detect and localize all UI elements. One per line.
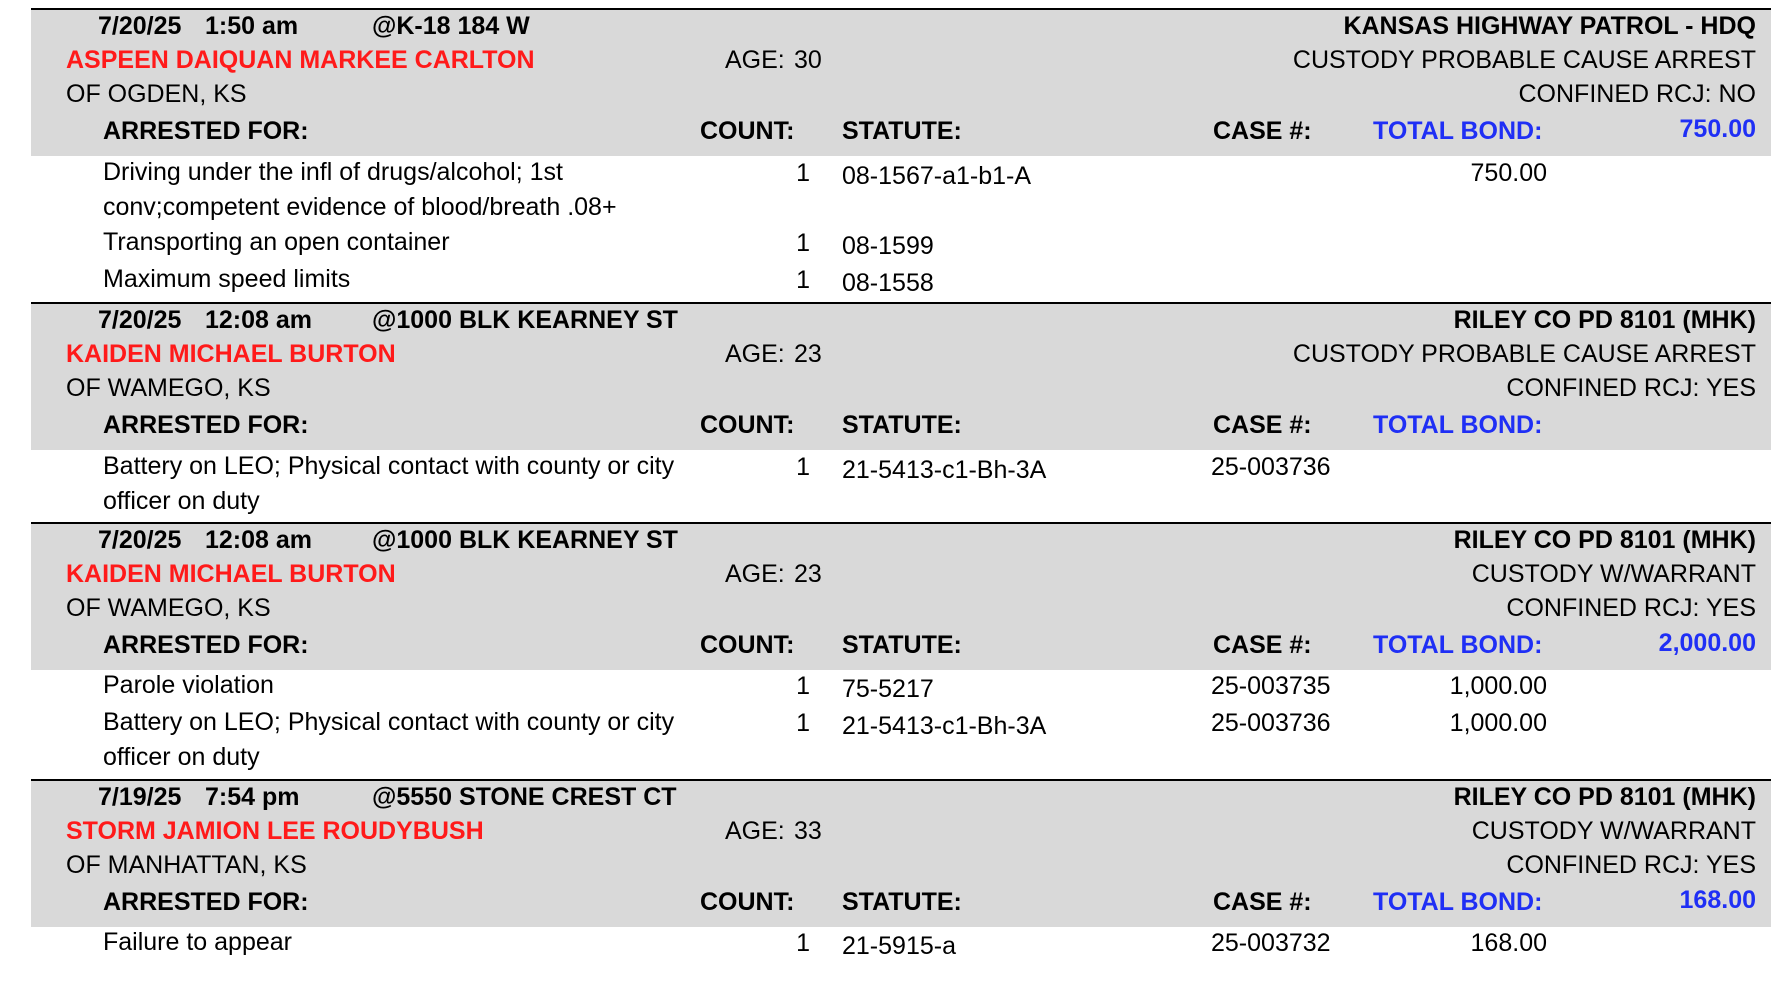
total-bond-value: 750.00 <box>1679 115 1756 143</box>
age-value: 23 <box>794 340 822 368</box>
charge-count: 1 <box>796 709 810 737</box>
case-number-label: CASE #: <box>1213 631 1312 659</box>
arrestee-hometown: OF MANHATTAN, KS <box>66 851 307 879</box>
charge-case-number: 25-003736 <box>1211 453 1331 481</box>
arrested-for-label: ARRESTED FOR: <box>103 411 309 439</box>
count-label: COUNT: <box>700 117 795 145</box>
charge-statute: 21-5413-c1-Bh-3A <box>842 712 1047 740</box>
arrest-type: CUSTODY W/WARRANT <box>1471 560 1756 588</box>
statute-label: STATUTE: <box>842 631 962 659</box>
age-label: AGE: <box>725 46 785 74</box>
arrestee-hometown: OF WAMEGO, KS <box>66 374 271 402</box>
age-value: 33 <box>794 817 822 845</box>
arrest-type: CUSTODY PROBABLE CAUSE ARREST <box>1292 340 1756 368</box>
arrestee-name: KAIDEN MICHAEL BURTON <box>66 560 396 588</box>
charge-bond: 1,000.00 <box>1449 672 1547 700</box>
charge-count: 1 <box>796 453 810 481</box>
arrest-location: @1000 BLK KEARNEY ST <box>372 306 678 334</box>
case-number-label: CASE #: <box>1213 888 1312 916</box>
arrestee-name: KAIDEN MICHAEL BURTON <box>66 340 396 368</box>
arrest-time: 7:54 pm <box>205 783 300 811</box>
arrest-location: @1000 BLK KEARNEY ST <box>372 526 678 554</box>
arrest-location: @5550 STONE CREST CT <box>372 783 677 811</box>
arrestee-hometown: OF OGDEN, KS <box>66 80 247 108</box>
statute-label: STATUTE: <box>842 411 962 439</box>
total-bond-value: 168.00 <box>1679 886 1756 914</box>
charge-description: Failure to appear <box>103 928 293 956</box>
arrest-location: @K-18 184 W <box>372 12 530 40</box>
charge-count: 1 <box>796 229 810 257</box>
age-value: 30 <box>794 46 822 74</box>
arrest-date: 7/19/25 <box>98 783 182 811</box>
charge-statute: 21-5413-c1-Bh-3A <box>842 456 1047 484</box>
arresting-agency: RILEY CO PD 8101 (MHK) <box>1453 783 1756 811</box>
age-label: AGE: <box>725 560 785 588</box>
count-label: COUNT: <box>700 631 795 659</box>
count-label: COUNT: <box>700 888 795 916</box>
confined-status: CONFINED RCJ: YES <box>1506 594 1756 622</box>
charge-bond: 1,000.00 <box>1449 709 1547 737</box>
arresting-agency: KANSAS HIGHWAY PATROL - HDQ <box>1343 12 1756 40</box>
arrested-for-label: ARRESTED FOR: <box>103 888 309 916</box>
arrested-for-label: ARRESTED FOR: <box>103 631 309 659</box>
arresting-agency: RILEY CO PD 8101 (MHK) <box>1453 306 1756 334</box>
arrestee-name: STORM JAMION LEE ROUDYBUSH <box>66 817 484 845</box>
total-bond-label: TOTAL BOND: <box>1373 411 1543 439</box>
confined-status: CONFINED RCJ: NO <box>1518 80 1756 108</box>
charge-description: Transporting an open container <box>103 228 450 256</box>
arrest-type: CUSTODY PROBABLE CAUSE ARREST <box>1292 46 1756 74</box>
count-label: COUNT: <box>700 411 795 439</box>
total-bond-label: TOTAL BOND: <box>1373 888 1543 916</box>
charge-bond: 168.00 <box>1470 929 1547 957</box>
charge-count: 1 <box>796 159 810 187</box>
arrest-time: 12:08 am <box>205 306 313 334</box>
age-label: AGE: <box>725 817 785 845</box>
case-number-label: CASE #: <box>1213 117 1312 145</box>
total-bond-label: TOTAL BOND: <box>1373 117 1543 145</box>
total-bond-label: TOTAL BOND: <box>1373 631 1543 659</box>
charge-bond: 750.00 <box>1470 159 1547 187</box>
arrest-type: CUSTODY W/WARRANT <box>1471 817 1756 845</box>
statute-label: STATUTE: <box>842 888 962 916</box>
charge-statute: 08-1558 <box>842 269 934 297</box>
charge-count: 1 <box>796 929 810 957</box>
confined-status: CONFINED RCJ: YES <box>1506 374 1756 402</box>
age-label: AGE: <box>725 340 785 368</box>
statute-label: STATUTE: <box>842 117 962 145</box>
arrestee-hometown: OF WAMEGO, KS <box>66 594 271 622</box>
charge-case-number: 25-003736 <box>1211 709 1331 737</box>
charge-count: 1 <box>796 672 810 700</box>
arrest-time: 12:08 am <box>205 526 313 554</box>
arrest-date: 7/20/25 <box>98 12 182 40</box>
charge-description: Driving under the infl of drugs/alcohol; 1st conv;competent evidence of blood/breath .08+ <box>103 158 617 221</box>
charge-count: 1 <box>796 266 810 294</box>
charge-description: Battery on LEO; Physical contact with county or city officer on duty <box>103 452 675 515</box>
arrestee-name: ASPEEN DAIQUAN MARKEE CARLTON <box>66 46 535 74</box>
charge-statute: 21-5915-a <box>842 932 956 960</box>
case-number-label: CASE #: <box>1213 411 1312 439</box>
charge-case-number: 25-003732 <box>1211 929 1331 957</box>
arrested-for-label: ARRESTED FOR: <box>103 117 309 145</box>
confined-status: CONFINED RCJ: YES <box>1506 851 1756 879</box>
charge-description: Battery on LEO; Physical contact with county or city officer on duty <box>103 708 675 771</box>
total-bond-value: 2,000.00 <box>1658 629 1756 657</box>
charge-description: Maximum speed limits <box>103 265 351 293</box>
arresting-agency: RILEY CO PD 8101 (MHK) <box>1453 526 1756 554</box>
arrest-date: 7/20/25 <box>98 306 182 334</box>
charge-statute: 08-1599 <box>842 232 934 260</box>
arrest-date: 7/20/25 <box>98 526 182 554</box>
charge-case-number: 25-003735 <box>1211 672 1331 700</box>
charge-description: Parole violation <box>103 671 274 699</box>
arrest-time: 1:50 am <box>205 12 299 40</box>
charge-statute: 75-5217 <box>842 675 934 703</box>
charge-statute: 08-1567-a1-b1-A <box>842 162 1032 190</box>
age-value: 23 <box>794 560 822 588</box>
